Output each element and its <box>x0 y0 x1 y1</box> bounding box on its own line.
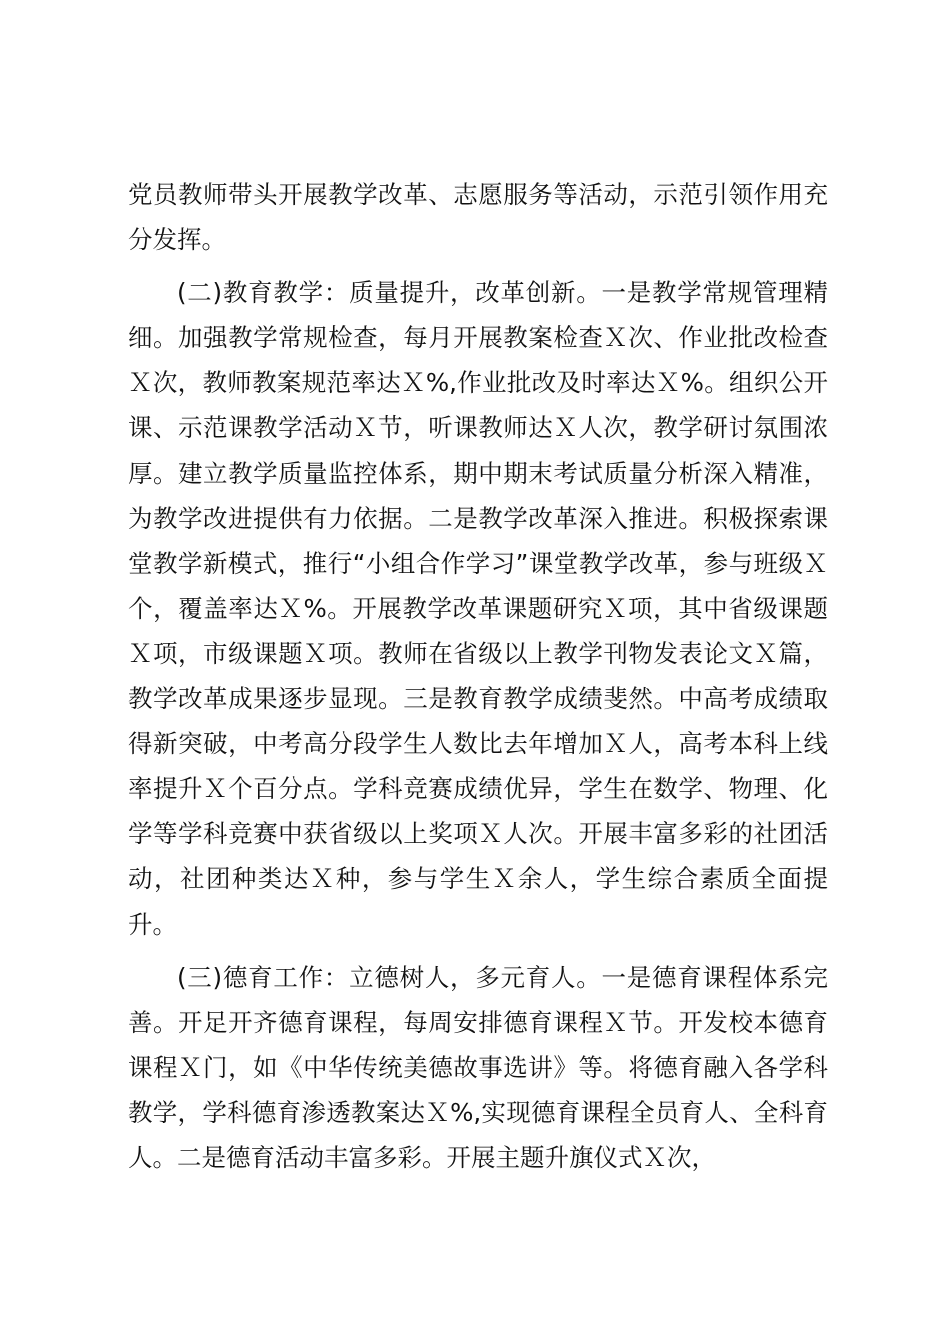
document-page <box>128 172 828 1188</box>
paragraph-section-moral-education: (三)德育工作：立德树人，多元育人。一是德育课程体系完善。开足开齐德育课程，每周安排德育课程Ｘ节。开发校本德育课程Ｘ门，如《中华传统美德故事选讲》等。将德育融入各学科教学，学科德育渗透教案达Ｘ%,实现德育课程全员育人、全科育人。二是德育活动丰富多彩。开展主题升旗仪式Ｘ次， <box>128 962 828 1172</box>
paragraph-continued: 党员教师带头开展教学改革、志愿服务等活动，示范引领作用充分发挥。 <box>128 180 828 255</box>
paragraph-section-education-teaching: (二)教育教学：质量提升，改革创新。一是教学常规管理精细。加强教学常规检查，每月开展教案检查Ｘ次、作业批改检查Ｘ次，教师教案规范率达Ｘ%,作业批改及时率达Ｘ%。组织公开课、示范课教学活动Ｘ节，听课教师达Ｘ人次，教学研讨氛围浓厚。建立教学质量监控体系，期中期末考试质量分析深入精准，为教学改进提供有力依据。二是教学改革深入推进。积极探索课堂教学新模式，推行“小组合作学习”课堂教学改革，参与班级Ｘ个，覆盖率达Ｘ%。开展教学改革课题研究Ｘ项，其中省级课题Ｘ项，市级课题Ｘ项。教师在省级以上教学刊物发表论文Ｘ篇，教学改革成果逐步显现。三是教育教学成绩斐然。中高考成绩取得新突破，中考高分段学生人数比去年增加Ｘ人，高考本科上线率提升Ｘ个百分点。学科竞赛成绩优异，学生在数学、物理、化学等学科竞赛中获省级以上奖项Ｘ人次。开展丰富多彩的社团活动，社团种类达Ｘ种，参与学生Ｘ余人，学生综合素质全面提升。 <box>128 278 828 939</box>
